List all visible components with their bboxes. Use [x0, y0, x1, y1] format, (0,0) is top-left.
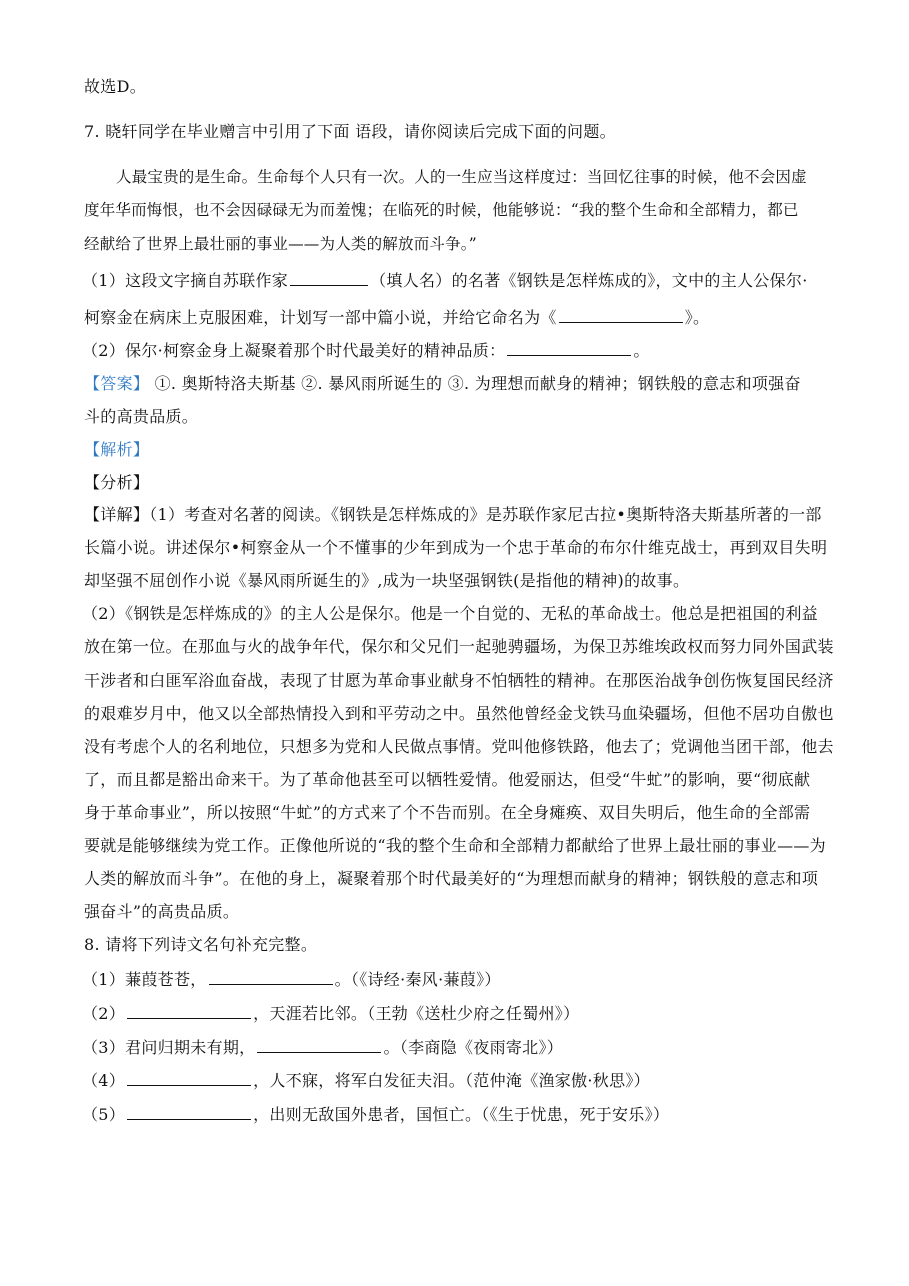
q8-stem: 8. 请将下列诗文名句补充完整。 [84, 935, 318, 954]
answer-text: ①. 奥斯特洛夫斯基 ②. 暴风雨所诞生的 ③. 为理想而献身的精神；钢铁般的意志和项强奋 [149, 374, 801, 393]
q8-item-2-blank[interactable] [127, 1002, 251, 1019]
answer-tag: 【答案】 [84, 374, 150, 393]
q7-answer-line-1 [84, 373, 801, 395]
q7-sub1-blank-title[interactable] [559, 306, 683, 323]
q7-detail-line-4: （2）《钢铁是怎样炼成的》的主人公是保尔。他是一个自觉的、无私的革命战士。他总是把祖国的利益 [82, 604, 818, 623]
q7-stem: 7. 晓轩同学在毕业赠言中引用了下面 语段，请你阅读后完成下面的问题。 [84, 122, 616, 141]
q7-passage-line-2: 度年华而悔恨，也不会因碌碌无为而羞愧；在临死的时候，他能够说：“我的整个生命和全部精力，都已 [84, 201, 799, 219]
fenxi-tag: 【分析】 [84, 473, 150, 492]
previous-answer-end: 故选D。 [84, 77, 147, 96]
q7-detail-line-12: 人类的解放而斗争”。在他的身上，凝聚着那个时代最美好的“为理想而献身的精神；钢铁般的意志和项 [84, 869, 819, 888]
q8-item-3-pre: （3）君问归期未有期， [82, 1038, 256, 1057]
q7-detail-line-8: 没有考虑个人的名利地位，只想多为党和人民做点事情。党叫他修铁路，他去了；党调他当团干部，他去 [84, 737, 834, 756]
q7-sub2-line [82, 339, 650, 362]
jiexi-tag: 【解析】 [84, 440, 150, 459]
q7-detail-line-7: 的艰难岁月中，他又以全部热情投入到和平劳动之中。虽然他曾经金戈铁马血染疆场，但他不居功自傲也 [84, 704, 834, 723]
q8-item-1-post: 。（《诗经·秦风·蒹葭》） [334, 970, 501, 989]
q8-item-1-blank[interactable] [209, 968, 333, 985]
q7-detail-line-3: 却坚强不屈创作小说《暴风雨所诞生的》,成为一块坚强钢铁(是指他的精神)的故事。 [84, 571, 690, 590]
q7-detail-line-11: 要就是能够继续为党工作。正像他所说的“我的整个生命和全部精力都献给了世界上最壮丽的事业——为 [84, 836, 826, 855]
q8-item-2 [82, 1002, 579, 1025]
q8-item-4-pre: （4） [82, 1071, 126, 1090]
q7-sub2-text-a: （2）保尔·柯察金身上凝聚着那个时代最美好的精神品质： [82, 341, 506, 360]
q7-detail-line-1: 【详解】（1）考查对名著的阅读。《钢铁是怎样炼成的》是苏联作家尼古拉•奥斯特洛夫斯基所著的一部 [84, 505, 822, 524]
q7-detail-line-5: 放在第一位。在那血与火的战争年代，保尔和父兄们一起驰骋疆场，为保卫苏维埃政权而努力同外国武装 [84, 637, 834, 656]
q7-sub2-text-b: 。 [633, 341, 650, 360]
q7-sub1-text-a: （1）这段文字摘自苏联作家 [82, 271, 289, 290]
q8-item-5-pre: （5） [82, 1105, 126, 1124]
q7-detail-line-6: 干涉者和白匪军浴血奋战，表现了甘愿为革命事业献身不怕牺牲的精神。在那医治战争创伤恢复国民经济 [84, 671, 834, 690]
q7-passage-line-1: 人最宝贵的是生命。生命每个人只有一次。人的一生应当这样度过：当回忆往事的时候，他不会因虚 [116, 168, 807, 186]
q7-sub1-text-d: 》。 [684, 308, 710, 327]
q7-answer-line-2: 斗的高贵品质。 [84, 407, 199, 426]
q7-detail-line-2: 长篇小说。讲述保尔•柯察金从一个不懂事的少年到成为一个忠于革命的布尔什维克战士，再到双目失明 [84, 538, 828, 557]
q8-item-3-post: 。（李商隐《夜雨寄北》） [383, 1038, 564, 1057]
q7-sub1-text-b: （填人名）的名著《钢铁是怎样炼成的》，文中的主人公保尔· [370, 271, 808, 290]
q7-detail-line-10: 身于革命事业”，所以按照“牛虻”的方式来了个不告而别。在全身瘫痪、双目失明后，他生命的全部需 [84, 803, 811, 822]
q7-passage-line-3: 经献给了世界上最壮丽的事业——为人类的解放而斗争。” [84, 235, 477, 253]
q7-sub1-line-1 [82, 269, 808, 292]
q8-item-5-post: ，出则无敌国外患者，国恒亡。（《生于忧患，死于安乐》） [253, 1105, 670, 1124]
q7-detail-line-13: 强奋斗”的高贵品质。 [84, 902, 240, 921]
q8-item-3-blank[interactable] [257, 1036, 381, 1053]
q7-detail-line-9: 了，而且都是豁出命来干。为了革命他甚至可以牺牲爱情。他爱丽达，但受“牛虻”的影响，要“彻底献 [84, 770, 811, 789]
q7-sub1-text-c: 柯察金在病床上克服困难，计划写一部中篇小说，并给它命名为《 [84, 308, 557, 327]
q8-item-1-pre: （1）蒹葭苍苍， [82, 970, 207, 989]
q8-item-2-pre: （2） [82, 1004, 126, 1023]
q8-item-1 [82, 968, 501, 991]
q8-item-2-post: ，天涯若比邻。（王勃《送杜少府之任蜀州》） [253, 1004, 580, 1023]
q8-item-4 [82, 1069, 650, 1092]
q8-item-4-post: ，人不寐，将军白发征夫泪。（范仲淹《渔家傲·秋思》） [253, 1071, 650, 1090]
q7-sub1-line-2 [84, 306, 709, 329]
q8-item-4-blank[interactable] [127, 1069, 251, 1086]
q8-item-3 [82, 1036, 563, 1059]
q8-item-5 [82, 1103, 669, 1126]
q7-sub1-blank-author[interactable] [290, 269, 368, 286]
q8-item-5-blank[interactable] [127, 1103, 251, 1120]
q7-sub2-blank[interactable] [507, 339, 631, 356]
